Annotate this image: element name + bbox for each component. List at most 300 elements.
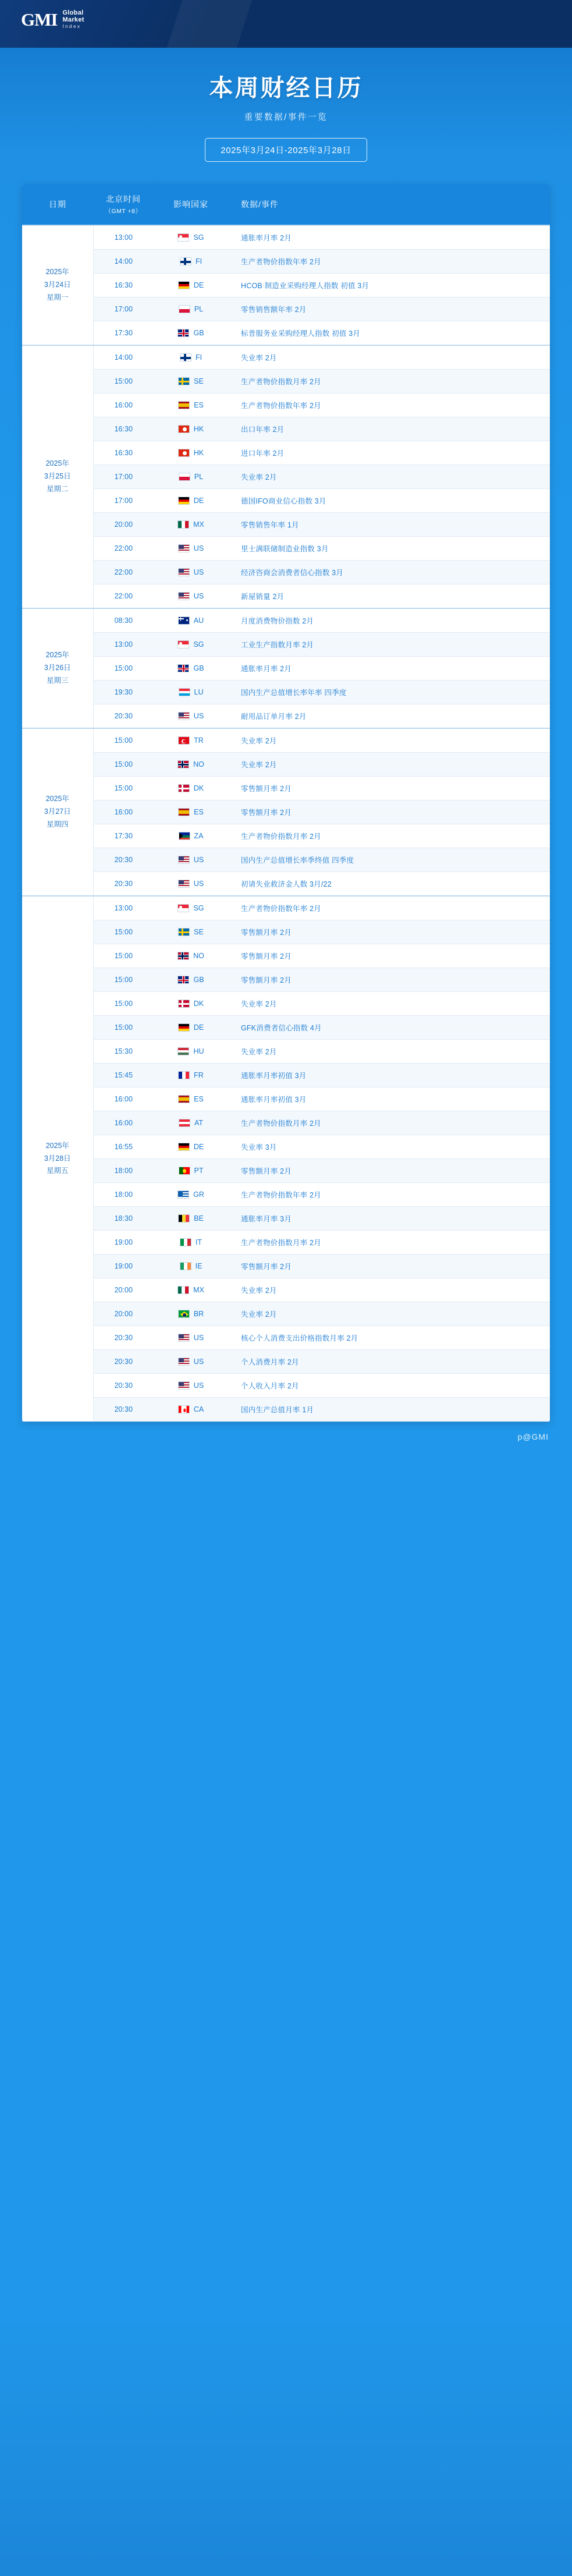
flag-hu-icon [177, 1047, 189, 1055]
flag-br-icon [178, 1310, 190, 1318]
country-cell [154, 1159, 228, 1183]
flag-hk-icon [178, 449, 190, 457]
time-cell: 17:00 [93, 489, 154, 513]
table-row [22, 872, 550, 897]
event-cell: 生产者物价指数年率 2月 [228, 394, 550, 417]
logo-mark: GMI [21, 9, 58, 30]
time-cell: 16:30 [93, 441, 154, 465]
country-code: US [193, 880, 204, 888]
country-cell [154, 513, 228, 537]
logo-line-3: Index [62, 23, 81, 29]
event-cell: 零售额月率 2月 [228, 944, 550, 968]
table-row [22, 537, 550, 561]
group-date-cell [22, 728, 93, 896]
country-cell [154, 777, 228, 800]
country-cell [154, 489, 228, 513]
country-cell [154, 1278, 228, 1302]
country-cell [154, 1016, 228, 1040]
country-cell [154, 608, 228, 633]
date-line: 3月25日 [44, 472, 71, 481]
group-date-cell [22, 225, 93, 345]
country-code: US [193, 1358, 204, 1366]
event-cell: 生产者物价指数月率 2月 [228, 370, 550, 394]
time-cell: 15:00 [93, 944, 154, 968]
flag-de-icon [178, 1023, 190, 1032]
time-cell: 16:55 [93, 1135, 154, 1159]
event-cell: 生产者物价指数月率 2月 [228, 1111, 550, 1135]
country-cell [154, 345, 228, 370]
country-code: SE [194, 928, 204, 936]
event-cell: 生产者物价指数年率 2月 [228, 1183, 550, 1207]
event-cell: 里士满联储制造业指数 3月 [228, 537, 550, 561]
country-code: CA [193, 1405, 204, 1413]
table-row [22, 800, 550, 824]
table-row [22, 824, 550, 848]
calendar-card [22, 184, 550, 1422]
table-row [22, 777, 550, 800]
country-cell [154, 1350, 228, 1374]
flag-us-icon [178, 856, 190, 864]
table-row [22, 1255, 550, 1278]
event-cell: 失业率 2月 [228, 992, 550, 1016]
country-code: DK [193, 1000, 204, 1008]
event-cell: 失业率 2月 [228, 728, 550, 753]
table-row [22, 1231, 550, 1255]
country-code: DE [193, 497, 204, 505]
calendar-table [22, 184, 550, 1422]
time-cell: 15:00 [93, 1016, 154, 1040]
flag-es-icon [178, 401, 190, 409]
country-cell [154, 872, 228, 897]
country-cell [154, 321, 228, 346]
flag-de-icon [178, 497, 190, 505]
table-row [22, 274, 550, 297]
top-bar [0, 0, 572, 48]
country-cell [154, 992, 228, 1016]
date-line: 星期四 [46, 820, 69, 828]
date-line: 3月27日 [44, 807, 71, 816]
event-cell: 工业生产指数月率 2月 [228, 633, 550, 657]
country-code: AT [194, 1119, 204, 1127]
time-cell: 14:00 [93, 250, 154, 274]
flag-us-icon [178, 544, 190, 552]
time-cell: 15:00 [93, 657, 154, 681]
country-code: DK [193, 784, 204, 792]
country-code: US [193, 856, 204, 864]
event-cell: 耐用品订单月率 2月 [228, 704, 550, 729]
country-code: ES [194, 401, 204, 409]
country-cell [154, 1231, 228, 1255]
event-cell: 通胀率月率 2月 [228, 657, 550, 681]
country-code: MX [193, 1286, 204, 1294]
country-code: US [193, 544, 204, 552]
event-cell: 个人消费月率 2月 [228, 1350, 550, 1374]
table-row [22, 345, 550, 370]
table-row [22, 681, 550, 704]
event-cell: 国内生产总值增长率年率 四季度 [228, 681, 550, 704]
country-code: GB [193, 664, 204, 672]
table-row [22, 1374, 550, 1398]
country-code: US [193, 568, 204, 576]
table-row [22, 584, 550, 609]
time-cell: 15:00 [93, 370, 154, 394]
table-row [22, 728, 550, 753]
event-cell: 零售额月率 2月 [228, 777, 550, 800]
country-code: ES [194, 1095, 204, 1103]
country-cell [154, 441, 228, 465]
event-cell: 国内生产总值增长率季终值 四季度 [228, 848, 550, 872]
flag-sg-icon [177, 640, 189, 649]
flag-es-icon [178, 808, 190, 816]
country-cell [154, 753, 228, 777]
country-code: SG [193, 904, 204, 912]
flag-ie-icon [180, 1262, 191, 1270]
flag-de-icon [178, 1143, 190, 1151]
country-code: NO [193, 952, 204, 960]
logo-text [62, 9, 84, 29]
flag-us-icon [178, 1334, 190, 1342]
country-code: GB [193, 976, 204, 984]
page-subtitle: 重要数据/事件一览 [244, 113, 328, 122]
header-country: 影响国家 [154, 184, 228, 225]
country-code: US [193, 712, 204, 720]
table-row [22, 704, 550, 729]
country-cell [154, 537, 228, 561]
country-code: DE [193, 1023, 204, 1032]
country-code: SE [194, 377, 204, 385]
time-cell: 16:00 [93, 1111, 154, 1135]
flag-sg-icon [177, 233, 189, 242]
country-cell [154, 225, 228, 250]
flag-pl-icon [179, 473, 190, 481]
date-line: 3月28日 [44, 1154, 71, 1163]
table-row [22, 608, 550, 633]
flag-pl-icon [179, 305, 190, 313]
country-cell [154, 274, 228, 297]
event-cell: GFK消费者信心指数 4月 [228, 1016, 550, 1040]
event-cell: 通胀率月率 2月 [228, 225, 550, 250]
flag-lu-icon [179, 688, 190, 696]
time-cell: 08:30 [93, 608, 154, 633]
flag-se-icon [178, 928, 190, 936]
time-cell: 13:00 [93, 896, 154, 920]
time-cell: 20:30 [93, 1326, 154, 1350]
country-code: PT [194, 1167, 204, 1175]
time-cell: 16:30 [93, 274, 154, 297]
table-row [22, 513, 550, 537]
event-cell: 月度消费物价指数 2月 [228, 608, 550, 633]
table-row [22, 394, 550, 417]
event-cell: 零售额月率 2月 [228, 1255, 550, 1278]
flag-gb-icon [177, 329, 189, 337]
country-cell [154, 1064, 228, 1087]
table-row [22, 250, 550, 274]
table-row [22, 1087, 550, 1111]
time-cell: 18:00 [93, 1183, 154, 1207]
country-code: GB [193, 329, 204, 337]
group-date-cell [22, 345, 93, 608]
date-line: 星期五 [46, 1167, 69, 1175]
flag-be-icon [178, 1214, 190, 1223]
country-cell [154, 968, 228, 992]
table-row [22, 657, 550, 681]
time-cell: 20:30 [93, 848, 154, 872]
country-cell [154, 1398, 228, 1422]
country-cell [154, 370, 228, 394]
flag-mx-icon [177, 1286, 189, 1294]
country-code: IT [195, 1238, 202, 1246]
time-cell: 20:30 [93, 704, 154, 729]
flag-hk-icon [178, 425, 190, 433]
time-cell: 16:30 [93, 417, 154, 441]
flag-pt-icon [179, 1167, 190, 1175]
header-date: 日期 [22, 184, 93, 225]
flag-dk-icon [178, 784, 190, 792]
event-cell: 失业率 2月 [228, 1040, 550, 1064]
flag-dk-icon [178, 1000, 190, 1008]
event-cell: 生产者物价指数年率 2月 [228, 250, 550, 274]
time-cell: 16:00 [93, 800, 154, 824]
country-code: FR [194, 1071, 204, 1079]
table-row [22, 1183, 550, 1207]
country-code: NO [193, 760, 204, 768]
table-row [22, 321, 550, 346]
event-cell: 个人收入月率 2月 [228, 1374, 550, 1398]
table-row [22, 441, 550, 465]
flag-no-icon [177, 760, 189, 768]
time-cell: 19:00 [93, 1255, 154, 1278]
country-cell [154, 250, 228, 274]
table-row [22, 968, 550, 992]
event-cell: 经济咨商会消费者信心指数 3月 [228, 561, 550, 584]
event-cell: 失业率 2月 [228, 1278, 550, 1302]
time-cell: 18:30 [93, 1207, 154, 1231]
flag-sg-icon [177, 904, 189, 912]
table-row [22, 848, 550, 872]
event-cell: 通胀率月率初值 3月 [228, 1064, 550, 1087]
flag-at-icon [179, 1119, 190, 1127]
country-cell [154, 561, 228, 584]
flag-us-icon [178, 712, 190, 720]
event-cell: 德国IFO商业信心指数 3月 [228, 489, 550, 513]
flag-us-icon [178, 1381, 190, 1390]
flag-de-icon [178, 281, 190, 289]
event-cell: 零售额月率 2月 [228, 920, 550, 944]
flag-us-icon [178, 880, 190, 888]
country-cell [154, 297, 228, 321]
page-title: 本周财经日历 [209, 75, 363, 101]
country-code: FI [195, 353, 202, 362]
country-code: BE [194, 1214, 204, 1223]
country-code: HK [193, 449, 204, 457]
time-cell: 15:00 [93, 728, 154, 753]
event-cell: 失业率 2月 [228, 1302, 550, 1326]
flag-au-icon [178, 616, 190, 625]
table-header [22, 184, 550, 225]
event-cell: 通胀率月率 3月 [228, 1207, 550, 1231]
time-cell: 17:00 [93, 297, 154, 321]
country-cell [154, 1302, 228, 1326]
flag-es-icon [178, 1095, 190, 1103]
date-line: 2025年 [45, 795, 69, 803]
date-line: 2025年 [45, 1141, 69, 1150]
country-code: ES [194, 808, 204, 816]
country-code: DE [193, 281, 204, 289]
hero-section [0, 48, 572, 164]
table-row [22, 1111, 550, 1135]
country-code: DE [193, 1143, 204, 1151]
country-code: FI [195, 257, 202, 265]
table-row [22, 1350, 550, 1374]
flag-fi-icon [180, 353, 191, 362]
table-row [22, 1040, 550, 1064]
country-code: PL [194, 305, 204, 313]
country-cell [154, 1207, 228, 1231]
date-line: 2025年 [45, 459, 69, 468]
table-row [22, 944, 550, 968]
time-cell: 22:00 [93, 584, 154, 609]
event-cell: 失业率 2月 [228, 465, 550, 489]
flag-mx-icon [177, 520, 189, 529]
country-code: US [193, 1381, 204, 1390]
event-cell: 新屋销量 2月 [228, 584, 550, 609]
time-cell: 20:30 [93, 1398, 154, 1422]
date-line: 3月26日 [44, 664, 71, 672]
table-body [22, 225, 550, 1422]
country-cell [154, 704, 228, 729]
country-cell [154, 1040, 228, 1064]
country-cell [154, 800, 228, 824]
time-cell: 18:00 [93, 1159, 154, 1183]
time-cell: 15:00 [93, 920, 154, 944]
table-row [22, 417, 550, 441]
event-cell: 失业率 2月 [228, 345, 550, 370]
table-row [22, 896, 550, 920]
table-row [22, 1302, 550, 1326]
date-line: 2025年 [45, 268, 69, 277]
time-cell: 20:30 [93, 1350, 154, 1374]
event-cell: 进口年率 2月 [228, 441, 550, 465]
event-cell: 生产者物价指数月率 2月 [228, 824, 550, 848]
time-cell: 20:00 [93, 513, 154, 537]
event-cell: 出口年率 2月 [228, 417, 550, 441]
country-cell [154, 1111, 228, 1135]
event-cell: 零售销售额年率 2月 [228, 297, 550, 321]
country-code: HU [193, 1047, 204, 1055]
table-row [22, 297, 550, 321]
logo-line-2: Market [62, 16, 84, 24]
event-cell: 通胀率月率初值 3月 [228, 1087, 550, 1111]
flag-us-icon [178, 1358, 190, 1366]
country-code: GR [193, 1190, 204, 1199]
table-row [22, 992, 550, 1016]
country-cell [154, 944, 228, 968]
topbar-diagonal-accent [167, 0, 253, 48]
time-cell: 20:00 [93, 1278, 154, 1302]
table-row [22, 1064, 550, 1087]
time-cell: 17:30 [93, 824, 154, 848]
country-cell [154, 1087, 228, 1111]
header-time-label: 北京时间 [106, 194, 141, 204]
table-row [22, 489, 550, 513]
time-cell: 15:30 [93, 1040, 154, 1064]
event-cell: 初请失业救济金人数 3月/22 [228, 872, 550, 897]
country-cell [154, 920, 228, 944]
country-code: IE [195, 1262, 202, 1270]
time-cell: 17:30 [93, 321, 154, 346]
table-row [22, 1398, 550, 1422]
country-code: PL [194, 473, 204, 481]
country-code: MX [193, 520, 204, 529]
table-row [22, 1016, 550, 1040]
footer-watermark: p@GMI [517, 1432, 549, 1441]
country-cell [154, 584, 228, 609]
table-row [22, 370, 550, 394]
group-date-cell [22, 896, 93, 1422]
header-event: 数据/事件 [228, 184, 550, 225]
country-cell [154, 1135, 228, 1159]
country-cell [154, 465, 228, 489]
time-cell: 16:00 [93, 394, 154, 417]
country-cell [154, 728, 228, 753]
table-row [22, 920, 550, 944]
table-row [22, 1159, 550, 1183]
country-code: ZA [194, 832, 204, 840]
table-row [22, 1278, 550, 1302]
time-cell: 15:00 [93, 753, 154, 777]
country-code: BR [193, 1310, 204, 1318]
header-time [93, 184, 154, 225]
country-cell [154, 848, 228, 872]
event-cell: 零售额月率 2月 [228, 968, 550, 992]
time-cell: 17:00 [93, 465, 154, 489]
time-cell: 14:00 [93, 345, 154, 370]
event-cell: 失业率 2月 [228, 753, 550, 777]
country-code: HK [193, 425, 204, 433]
time-cell: 20:30 [93, 1374, 154, 1398]
country-cell [154, 681, 228, 704]
flag-gb-icon [177, 976, 189, 984]
country-code: SG [193, 640, 204, 649]
event-cell: 标普服务业采购经理人指数 初值 3月 [228, 321, 550, 346]
time-cell: 13:00 [93, 225, 154, 250]
time-cell: 20:30 [93, 872, 154, 897]
flag-tr-icon [178, 736, 190, 745]
country-code: TR [194, 736, 204, 745]
group-date-cell [22, 608, 93, 728]
time-cell: 15:45 [93, 1064, 154, 1087]
country-cell [154, 657, 228, 681]
brand-logo [21, 9, 84, 29]
event-cell: 零售销售年率 1月 [228, 513, 550, 537]
logo-line-1: Global [62, 9, 84, 16]
table-row [22, 225, 550, 250]
event-cell: 核心个人消费支出价格指数月率 2月 [228, 1326, 550, 1350]
header-time-note: （GMT +8） [105, 208, 142, 215]
country-code: LU [194, 688, 204, 696]
event-cell: 失业率 3月 [228, 1135, 550, 1159]
country-cell [154, 417, 228, 441]
country-cell [154, 824, 228, 848]
flag-fr-icon [178, 1071, 190, 1079]
country-cell [154, 1374, 228, 1398]
country-code: SG [193, 233, 204, 242]
table-row [22, 1135, 550, 1159]
table-row [22, 633, 550, 657]
time-cell: 15:00 [93, 777, 154, 800]
event-cell: 生产者物价指数年率 2月 [228, 896, 550, 920]
flag-se-icon [178, 377, 190, 385]
